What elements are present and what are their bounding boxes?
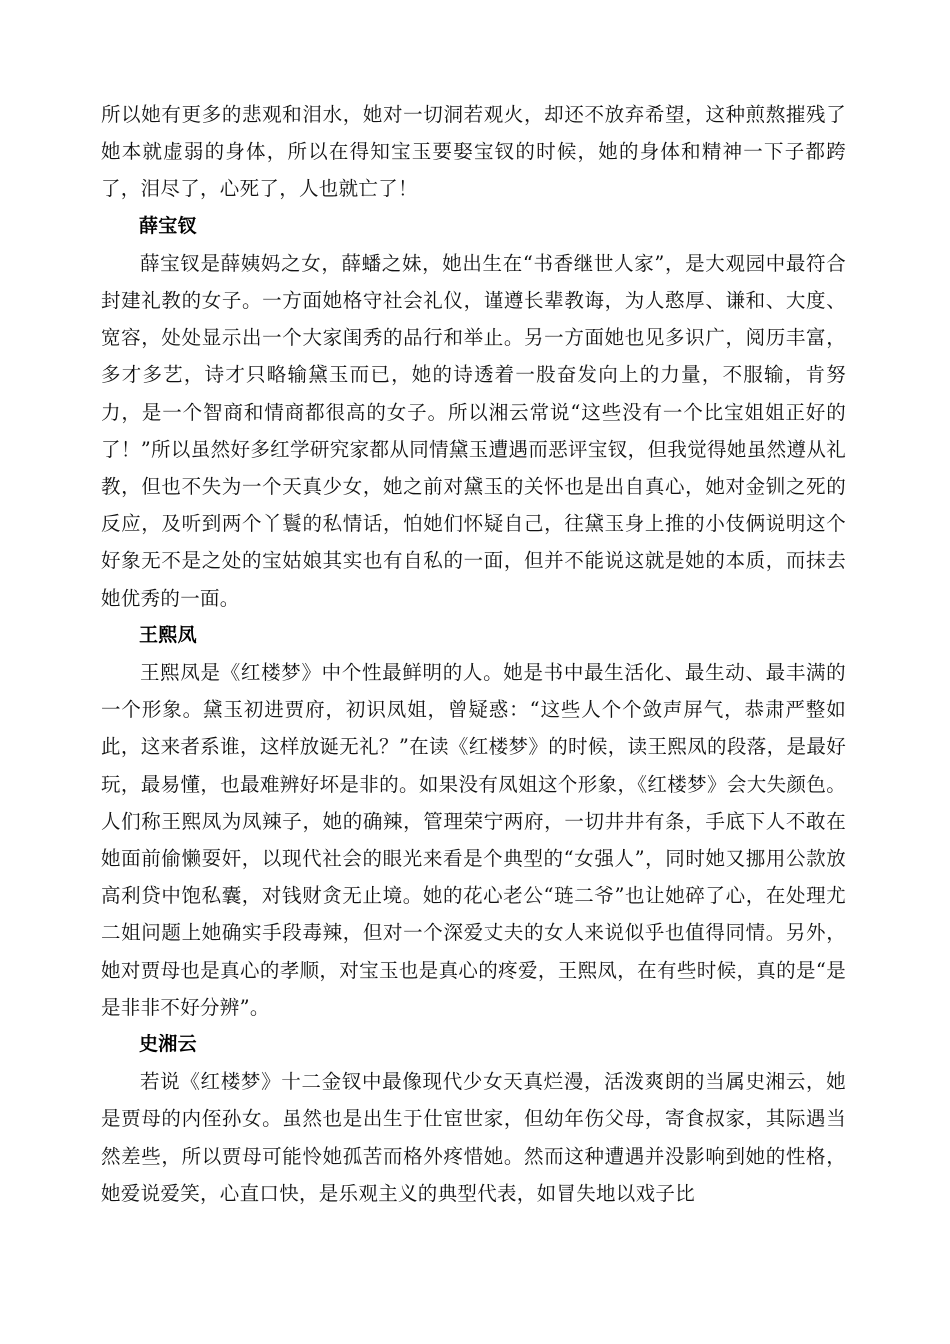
section-body-xue-baochai: 薛宝钗是薛姨妈之女，薛蟠之妹，她出生在“书香继世人家”，是大观园中最符合封建礼教的女子。一方面她格守社会礼仪，谨遵长辈教诲，为人憨厚、谦和、大度、宽容，处处显示出一个大家闺秀的品行和举止。另一方面她也见多识广，阅历丰富，多才多艺，诗才只略输黛玉而已，她的诗透着一股奋发向上的力量，不服输，肯努力，是一个智商和情商都很高的女子。所以湘云常说“这些没有一个比宝姐姐正好的了！”所以虽然好多红学研究家都从同情黛玉遭遇而恶评宝钗，但我觉得她虽然遵从礼教，但也不失为一个天真少女，她之前对黛玉的关怀也是出自真心，她对金钏之死的反应，及听到两个丫鬟的私情话，怕她们怀疑自己，往黛玉身上推的小伎俩说明这个好象无不是之处的宝姑娘其实也有自私的一面，但并不能说这就是她的本质，而抹去她优秀的一面。 xyxy=(101,251,846,610)
intro-paragraph: 所以她有更多的悲观和泪水，她对一切洞若观火，却还不放弃希望，这种煎熬摧残了她本就虚弱的身体，所以在得知宝玉要娶宝钗的时候，她的身体和精神一下子都跨了，泪尽了，心死了，人也就亡了！ xyxy=(101,103,846,201)
section-heading-xue-baochai: 薛宝钗 xyxy=(139,214,197,237)
document-body xyxy=(101,96,846,1212)
section-body-shi-xiangyun: 若说《红楼梦》十二金钗中最像现代少女天真烂漫，活泼爽朗的当属史湘云，她是贾母的内侄孙女。虽然也是出生于仕宦世家，但幼年伤父母，寄食叔家，其际遇当然差些，所以贾母可能怜她孤苦而格外疼惜她。然而这种遭遇并没影响到她的性格，她爱说爱笑，心直口快，是乐观主义的典型代表，如冒失地以戏子比 xyxy=(101,1070,846,1205)
section-heading-shi-xiangyun: 史湘云 xyxy=(139,1033,197,1056)
section-heading-wang-xifeng: 王熙凤 xyxy=(139,623,197,646)
section-body-wang-xifeng: 王熙凤是《红楼梦》中个性最鲜明的人。她是书中最生活化、最生动、最丰满的一个形象。黛玉初进贾府，初识凤姐，曾疑惑：“这些人个个敛声屏气，恭肃严整如此，这来者系谁，这样放诞无礼？”在读《红楼梦》的时候，读王熙凤的段落，是最好玩，最易懂，也最难辨好坏是非的。如果没有凤姐这个形象，《红楼梦》会大失颜色。人们称王熙凤为凤辣子，她的确辣，管理荣宁两府，一切井井有条，手底下人不敢在她面前偷懒耍奸，以现代社会的眼光来看是个典型的“女强人”，同时她又挪用公款放高利贷中饱私囊，对钱财贪无止境。她的花心老公“琏二爷”也让她碎了心，在处理尤二姐问题上她确实手段毒辣，但对一个深爱丈夫的女人来说似乎也值得同情。另外，她对贾母也是真心的孝顺，对宝玉也是真心的疼爱，王熙凤，在有些时候，真的是“是是非非不好分辨”。 xyxy=(101,661,846,1019)
